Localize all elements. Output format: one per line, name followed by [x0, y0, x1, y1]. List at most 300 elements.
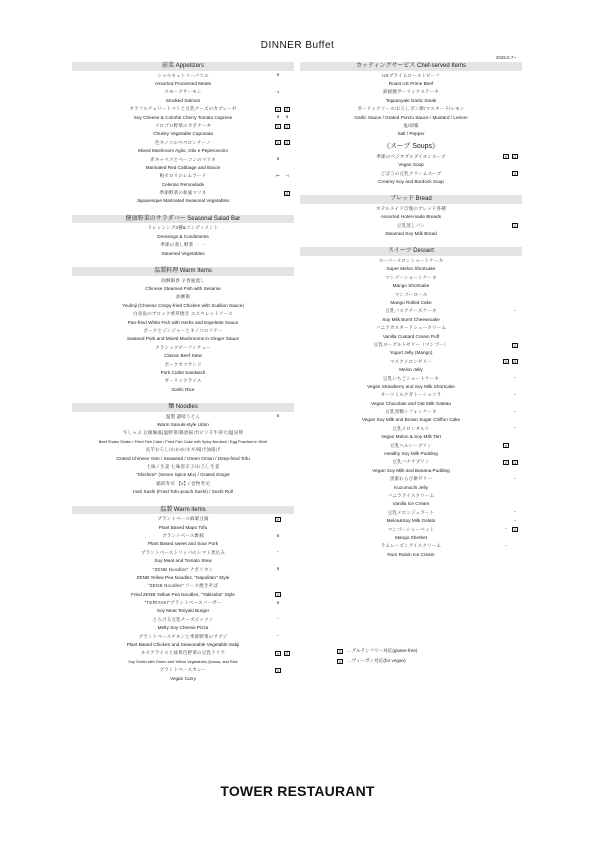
menu-item — [72, 352, 294, 360]
menu-item-text: バニラカスタードシュークリーム — [375, 325, 447, 331]
menu-item-text: Plant Based Mapo Tofu — [158, 524, 208, 530]
menu-item-text: Teppanyaki Garlic Steak — [385, 97, 437, 103]
menu-item-text: シャルキュトリーパリエ — [157, 72, 209, 78]
menu-item-text: プラントベースチキンと季節野菜のサブジ — [138, 633, 228, 639]
menu-item-text: Yogurt Jelly (Mango) — [389, 350, 433, 356]
menu-item — [72, 130, 294, 138]
menu-item-text: Chunky Vegetable Caponata — [153, 131, 213, 137]
menu-item — [72, 446, 294, 454]
menu-section — [300, 62, 522, 186]
menu-item-text: ゴロゴロ野菜のカポナータ — [154, 122, 212, 128]
legend-row — [337, 646, 487, 656]
menu-section — [72, 506, 294, 683]
symbol-icon: ~ — [504, 527, 508, 532]
menu-item-text: Rum Raisin Ice Cream — [387, 551, 435, 557]
menu-item — [300, 324, 522, 332]
menu-item-text: Inari Sushi (Fried Tofu-pouch Sushi) / Sushi Roll — [133, 489, 233, 495]
menu-item — [300, 161, 522, 169]
menu-item — [300, 333, 522, 341]
menu-item-text: ラムレーズンアイスクリーム — [380, 543, 442, 549]
menu-item-text: 豆乳メロンタルト — [392, 425, 430, 431]
menu-item — [72, 480, 294, 488]
symbol-icon: ~ — [276, 550, 280, 555]
menu-item-text: Marinated Red Cabbage and Bacon — [145, 164, 221, 170]
diet-mark-icon: V — [504, 360, 508, 365]
menu-item — [300, 307, 522, 315]
menu-item — [300, 122, 522, 130]
diet-mark-icon: G — [513, 360, 517, 365]
menu-item-text: Chinese Steamed Fish with Sesame — [145, 285, 221, 291]
menu-item-text: プラントベース麻婆豆腐 — [157, 516, 209, 522]
menu-item-text: ホテルメイド自慢のブレッド各種 — [376, 205, 446, 211]
menu-item — [72, 658, 294, 666]
menu-item-text: 温製 讃岐うどん — [165, 413, 201, 419]
menu-item-text: Soy Meat and Tomato Stew — [154, 558, 212, 564]
menu-item-text: Pork Cutlet Sandwich — [160, 369, 206, 375]
symbol-icon: ~ — [513, 376, 517, 381]
symbol-icon: ↯ — [285, 115, 289, 120]
menu-item-text: 豆乳黒糖シフォンケーキ — [385, 409, 437, 415]
diet-mark-icon: V — [276, 124, 280, 129]
menu-item — [72, 241, 294, 249]
diet-mark-icon: V — [513, 343, 517, 348]
menu-item-text: Plant Based sweet and Sour Pork — [147, 541, 219, 547]
menu-item — [300, 114, 522, 122]
menu-item-text: マンゴーシャーベット — [387, 526, 435, 532]
menu-item-text: Steamed Soy Milk Bread — [385, 231, 437, 237]
restaurant-logo: TOWER RESTAURANT — [220, 783, 375, 799]
menu-item — [300, 213, 522, 221]
menu-item — [300, 349, 522, 357]
menu-item-text: Warm Sanuki-style Udon — [157, 422, 209, 428]
menu-item-text: スーパーメロンショートケーキ — [378, 258, 444, 264]
menu-item — [72, 471, 294, 479]
symbol-icon: ~ — [504, 543, 508, 548]
symbol-icon: ↯ — [276, 533, 280, 538]
menu-item — [300, 475, 522, 483]
legend-text: …グルテンフリー対応(gluten-free) — [347, 648, 418, 653]
diet-mark-icon: V — [276, 593, 280, 598]
menu-item — [300, 257, 522, 265]
menu-item-text: マスクメロンゼリー — [389, 358, 433, 364]
diet-mark-icon: V — [504, 461, 508, 465]
menu-item — [72, 421, 294, 429]
menu-item-text: Vanilla Ice Cream — [392, 501, 430, 507]
menu-item — [300, 484, 522, 492]
menu-item-text: Melon Jelly — [399, 367, 423, 373]
menu-item — [300, 130, 522, 138]
menu-item — [300, 526, 522, 534]
menu-item-text: 牛しゃぶ 豆腐麺風(温野菜/鶏唐揚げ/ピリ辛牛蒡天/温泉卵 — [122, 430, 244, 436]
menu-item-text: Salt / Pepper — [397, 131, 425, 137]
menu-item-text: 豆乳ヨーグルトゼリー（マンゴー） — [373, 341, 449, 347]
symbol-icon: ~ — [513, 510, 517, 515]
diet-mark-icon: V — [513, 528, 517, 533]
menu-item-text: 稲荷寿司 【v】/ 巻物寿司 — [156, 480, 210, 486]
symbol-icon: ↯ — [276, 600, 280, 605]
menu-item — [300, 222, 522, 230]
symbol-icon: ↘ — [276, 89, 280, 94]
legend-text: …ヴィーガン対応(for vegan) — [347, 658, 406, 663]
symbol-icon: ⊢ — [276, 173, 280, 178]
menu-item — [300, 517, 522, 525]
section-header: 前菜 Appetizers — [72, 62, 294, 71]
menu-item-text: 油淋鶏香 辛香風流し — [161, 277, 205, 283]
menu-item-text: Healthy Soy Milk Pudding — [384, 451, 438, 457]
diet-legend — [337, 646, 487, 666]
menu-item-text: Roast US Prime Beef — [388, 80, 434, 86]
menu-item-text: Vegan Strawberry and Soy Milk Shortcake — [367, 383, 455, 389]
menu-item — [72, 455, 294, 463]
menu-item-text: Soy Gratin with Green and Yellow Vegetables,Quinoa, and Rice — [128, 658, 238, 664]
menu-item — [72, 277, 294, 285]
menu-item — [300, 400, 522, 408]
menu-item-text: スモークサーモン — [164, 89, 202, 95]
diet-mark-icon: G — [285, 107, 289, 112]
section-header: ブレッド Bread — [300, 195, 522, 204]
menu-item — [72, 599, 294, 607]
menu-item — [300, 274, 522, 282]
menu-section — [300, 247, 522, 559]
menu-item — [72, 386, 294, 394]
menu-item — [72, 488, 294, 496]
menu-item-text: Assorted Hotel-made Breads — [380, 214, 442, 220]
menu-item — [300, 72, 522, 80]
menu-item — [72, 377, 294, 385]
diet-mark-icon: G — [285, 141, 289, 146]
diet-mark-icon: V — [338, 659, 342, 664]
menu-item-text: Celeriac Remoulade — [161, 181, 205, 187]
menu-item-text: 油淋鶏 — [175, 294, 191, 300]
menu-item — [72, 675, 294, 683]
menu-item — [72, 97, 294, 105]
diet-mark-icon: G — [338, 649, 342, 654]
menu-item-text: Dressings & Condiments — [157, 233, 209, 239]
menu-item — [72, 310, 294, 318]
menu-item — [300, 153, 522, 161]
menu-item-text: Mango Shortcake — [392, 283, 430, 289]
menu-item — [72, 574, 294, 582]
diet-mark-icon: V — [513, 224, 517, 229]
symbol-icon: ↯ — [276, 115, 280, 120]
menu-item-text: 季節のベジタブルブイヨンスープ — [376, 153, 446, 159]
symbol-icon: ↯ — [276, 567, 280, 572]
symbol-icon: ↯ — [276, 73, 280, 78]
menu-item — [300, 170, 522, 178]
left-column — [72, 62, 294, 692]
menu-item — [72, 72, 294, 80]
menu-item — [72, 641, 294, 649]
menu-item-text: ポークとジンジャーとキノコのソテー — [143, 327, 223, 333]
menu-item — [300, 341, 522, 349]
menu-item — [72, 164, 294, 172]
diet-mark-icon: G — [513, 461, 517, 465]
menu-item-text: Vegan Soy Milk and Banana Pudding — [372, 467, 450, 473]
menu-item-text: Assorted Processed Meats — [154, 80, 211, 86]
symbol-icon: ~ — [513, 308, 517, 313]
menu-item-text: Grated Chinese Yam / Seaweed / Green Onion / Deep-fried Tofu — [116, 455, 250, 461]
menu-item-text: Vegan Curry — [169, 675, 197, 681]
menu-item — [300, 282, 522, 290]
menu-item-text: Soy Meat Teriyaki Burger — [156, 608, 210, 614]
menu-item — [300, 542, 522, 550]
section-header: 麺 Noodles — [72, 403, 294, 412]
menu-item — [72, 515, 294, 523]
menu-item — [72, 369, 294, 377]
menu-item-text: Kuzumochi Jelly — [394, 484, 428, 490]
menu-item-text: Melty Soy Cheese Pizza — [157, 625, 209, 631]
menu-item — [72, 250, 294, 258]
menu-section — [72, 403, 294, 497]
menu-item — [72, 105, 294, 113]
menu-section — [72, 62, 294, 206]
menu-item-text: ごぼうの豆乳クリームスープ — [380, 170, 442, 176]
menu-item — [300, 358, 522, 366]
menu-section — [72, 215, 294, 258]
section-header: スイーツ Dessert — [300, 247, 522, 256]
menu-item-text: オーツミルクガトーショコラ — [380, 392, 442, 398]
menu-item — [300, 97, 522, 105]
menu-item — [72, 361, 294, 369]
menu-item — [72, 649, 294, 657]
menu-item — [72, 122, 294, 130]
diet-mark-icon: V — [276, 652, 280, 656]
menu-item — [72, 189, 294, 197]
menu-item — [300, 442, 522, 450]
symbol-icon: ~ — [513, 392, 517, 397]
menu-item-text: 色キノコのペペロンチーノ — [155, 139, 211, 145]
menu-item — [300, 383, 522, 391]
menu-item — [72, 429, 294, 437]
menu-section — [300, 195, 522, 238]
menu-item-text: Plant Based Chicken and Seasonable Vegetable Sabji — [126, 642, 240, 648]
menu-item-text: Vegan Soy Milk and Brown Sugar Chiffon Cake — [361, 417, 461, 423]
menu-item — [300, 500, 522, 508]
menu-item-text: 七味 / 生姜 七味唐辛子/おろし生姜 — [146, 464, 220, 469]
menu-item-text: "TERIYAKI"プラントベースバーガー — [144, 600, 222, 606]
diet-mark-icon: V — [276, 141, 280, 146]
menu-item — [300, 265, 522, 273]
menu-item-text: Super Melon Shortcake — [386, 266, 436, 272]
menu-item — [300, 291, 522, 299]
menu-item — [72, 557, 294, 565]
menu-item-text: 豆乳バスクチーズケーキ — [385, 308, 437, 314]
menu-item — [300, 492, 522, 500]
menu-item — [300, 88, 522, 96]
menu-item-text: 季節野菜の和風マリネ — [159, 190, 207, 196]
menu-item — [300, 205, 522, 213]
menu-item-text: プラントベースカレー — [159, 667, 207, 673]
menu-item — [72, 302, 294, 310]
symbol-icon: ~ — [276, 617, 280, 622]
menu-item-text: Soy Milk Burnt Cheesecake — [382, 316, 440, 322]
menu-item-text: Mango Rolled Cake — [390, 299, 432, 305]
menu-item-text: USプライムローストビーフ — [382, 72, 440, 78]
menu-item-text: マンゴーショートケーキ — [385, 274, 437, 280]
menu-item-text: 鉄板焼ガーリックステーキ — [382, 89, 440, 95]
menu-item — [300, 416, 522, 424]
menu-item — [72, 88, 294, 96]
menu-item — [72, 181, 294, 189]
symbol-icon: ~ — [513, 426, 517, 431]
menu-item — [72, 616, 294, 624]
menu-item — [72, 524, 294, 532]
menu-item-text: 豆乳バナナプリン — [392, 459, 430, 465]
menu-item — [300, 433, 522, 441]
menu-item — [72, 540, 294, 548]
menu-item — [72, 633, 294, 641]
menu-item-text: ドレッシング3種&コンディメント — [147, 225, 219, 231]
menu-item — [72, 549, 294, 557]
menu-item-text: 長芋おろし/わかめ/ネギ/揚げ油揚げ — [145, 447, 221, 453]
menu-item — [72, 607, 294, 615]
menu-item — [72, 532, 294, 540]
menu-item — [300, 509, 522, 517]
menu-item-text: Garlic Sauce / Grated Ponzu Sauce / Mustard / Lemon — [354, 114, 468, 120]
menu-item — [72, 285, 294, 293]
menu-item — [72, 438, 294, 446]
menu-item — [72, 335, 294, 343]
menu-item — [300, 230, 522, 238]
menu-item — [72, 114, 294, 122]
menu-item-text: プラントベース酢豚 — [161, 532, 205, 538]
menu-item — [72, 224, 294, 232]
menu-item — [72, 566, 294, 574]
menu-item-text: Vanilla Custard Cream Puff — [382, 333, 440, 339]
menu-item-text: Beef Shabu Shabu / Fried Fish Cake / Fried Fish Cake with Spicy Burdock / Egg Poached in Shell — [98, 438, 268, 444]
menu-item-text: ポークカツサンド — [164, 361, 202, 367]
right-column — [300, 62, 522, 568]
diet-mark-icon: V — [513, 172, 517, 177]
date-note: 2025.5.7~ — [495, 55, 516, 60]
menu-item — [72, 147, 294, 155]
dots-mark: ⋯ ⋯ — [194, 242, 206, 248]
menu-item — [300, 375, 522, 383]
menu-item-text: 豆乳ヘルシープリン — [390, 442, 432, 448]
diet-mark-icon: V — [504, 155, 508, 160]
menu-item — [72, 172, 294, 180]
legend-row — [337, 656, 487, 666]
menu-item-text: "ZENB Noodles" ナポリタン — [152, 566, 214, 572]
menu-item — [72, 624, 294, 632]
menu-item — [72, 666, 294, 674]
subsection-heading: 《スープ Soups》 — [382, 142, 440, 150]
symbol-icon: ↯ — [276, 414, 280, 419]
menu-item-text: Sauteed Pork and Mixed Mushrooms in Ginger Sauce — [126, 336, 240, 342]
menu-item-text: キヌアライスと緑黄色野菜の豆乳ドリア — [140, 650, 226, 656]
menu-item — [72, 156, 294, 164]
diet-mark-icon: G — [285, 124, 289, 129]
symbol-icon: ~ — [276, 634, 280, 639]
menu-item — [300, 534, 522, 542]
menu-item — [300, 408, 522, 416]
menu-item — [72, 582, 294, 590]
menu-item — [300, 425, 522, 433]
menu-item-text: "ZENB Noodles" ソース焼きそば — [148, 583, 218, 589]
menu-item-text: とろける豆乳チーズピッツァ — [152, 616, 214, 622]
menu-item-text: 塩/胡椒 — [403, 122, 419, 128]
menu-item-text: 赤キャベツとベーコンのマリネ — [150, 156, 216, 162]
menu-item-text: 根セロリのレムラード — [159, 173, 207, 179]
menu-item — [72, 80, 294, 88]
menu-item-text: 豆乳いちごショートケーキ — [382, 375, 440, 381]
menu-item — [72, 293, 294, 301]
menu-item-text: 季節の蒸し野菜 — [160, 242, 194, 248]
menu-item-text: Youlinji (Chinese Crispy-fried Chicken with Scallion Sauce) — [122, 302, 244, 308]
menu-item-text: Mixed Mushroom Aglio, Olio e Peperoncino — [138, 148, 228, 154]
diet-mark-icon: G — [513, 155, 517, 160]
menu-item-text: Pan-fried White Fish with Herbs and Espelette Sauce — [127, 319, 239, 325]
menu-item-text: 豆乳メロンジェラート — [387, 509, 435, 515]
menu-item-text: バニラアイスクリーム — [387, 492, 435, 498]
menu-item-text: Vegan Melon & Soy Milk Tart — [381, 434, 441, 440]
menu-item — [300, 467, 522, 475]
menu-item — [72, 591, 294, 599]
menu-item-text: Soy Cheese & Colorful Cherry Tomato Caprese — [133, 114, 233, 120]
menu-item-text: Steamed Vegetables — [161, 250, 205, 256]
menu-item — [300, 551, 522, 559]
diet-mark-icon: G — [285, 652, 289, 656]
menu-section — [72, 267, 294, 394]
section-header: 温製 Warm items — [72, 506, 294, 515]
menu-item — [72, 319, 294, 327]
section-header: カッティングサービス Chef-served Items — [300, 62, 522, 71]
menu-item — [72, 327, 294, 335]
menu-item-text: Fried ZENB Yellow Pea Noodles, "Yakisoba" Style — [131, 591, 235, 597]
menu-item — [300, 391, 522, 399]
menu-item — [72, 197, 294, 205]
menu-item-text: Mango Sherbet — [394, 534, 428, 540]
menu-item — [72, 463, 294, 471]
menu-item-text: Smoked Salmon — [165, 97, 201, 103]
menu-item — [300, 450, 522, 458]
section-header: 温製料理 Warm Items — [72, 267, 294, 276]
menu-item — [300, 299, 522, 307]
diet-mark-icon: G — [285, 191, 289, 196]
menu-item-text: Vegan Soup — [398, 162, 424, 168]
menu-item — [300, 316, 522, 324]
menu-item-text: マンゴーロール — [394, 291, 428, 297]
menu-item — [300, 458, 522, 466]
menu-item — [300, 80, 522, 88]
menu-item — [72, 139, 294, 147]
menu-item — [300, 178, 522, 186]
menu-item-text: 黒蜜わらび餅ゼリー — [389, 476, 433, 482]
menu-item-text: プラントベーストリッパのトマト煮込み — [140, 549, 226, 555]
menu-item-text: ガーリックソース/おろしポン酢/マスタード/レモン — [357, 106, 465, 112]
menu-item-text: Vegan Chocolate and Oat Milk Gateau — [371, 400, 451, 406]
symbol-icon: ⊣ — [285, 173, 289, 178]
menu-item — [300, 105, 522, 113]
diet-mark-icon: V — [276, 107, 280, 112]
diet-mark-icon: V — [276, 517, 280, 522]
symbol-icon: ~ — [513, 476, 517, 481]
menu-item-text: 白身魚のブロック香草焼き エスペレットソース — [133, 311, 233, 317]
menu-item-text: Creamy Soy and Burdock Soup — [378, 178, 444, 184]
diet-mark-icon: V — [276, 668, 280, 673]
section-header: 健康野菜のサラダバー Seasonal Salad Bar — [72, 215, 294, 224]
menu-item-text: "Shichimi" (Seven Spice Mix) / Grated Ginger — [136, 472, 230, 478]
menu-item-text: クラシックビーフシチュー — [155, 344, 211, 350]
symbol-icon: ~ — [513, 518, 517, 523]
menu-item-text: Japanesque Marinated Seasonal Vegetables — [136, 198, 230, 204]
menu-item — [72, 413, 294, 421]
menu-item-text: カラフルチェリートマトと豆乳チーズのカプレーゼ — [129, 106, 237, 112]
menu-item-text: ZENB Yellow Pea Noodles, "Napolitan" Style — [136, 574, 230, 580]
menu-item — [72, 233, 294, 241]
menu-item-text: ガーリックライス — [164, 378, 202, 384]
symbol-icon: ~ — [513, 409, 517, 414]
